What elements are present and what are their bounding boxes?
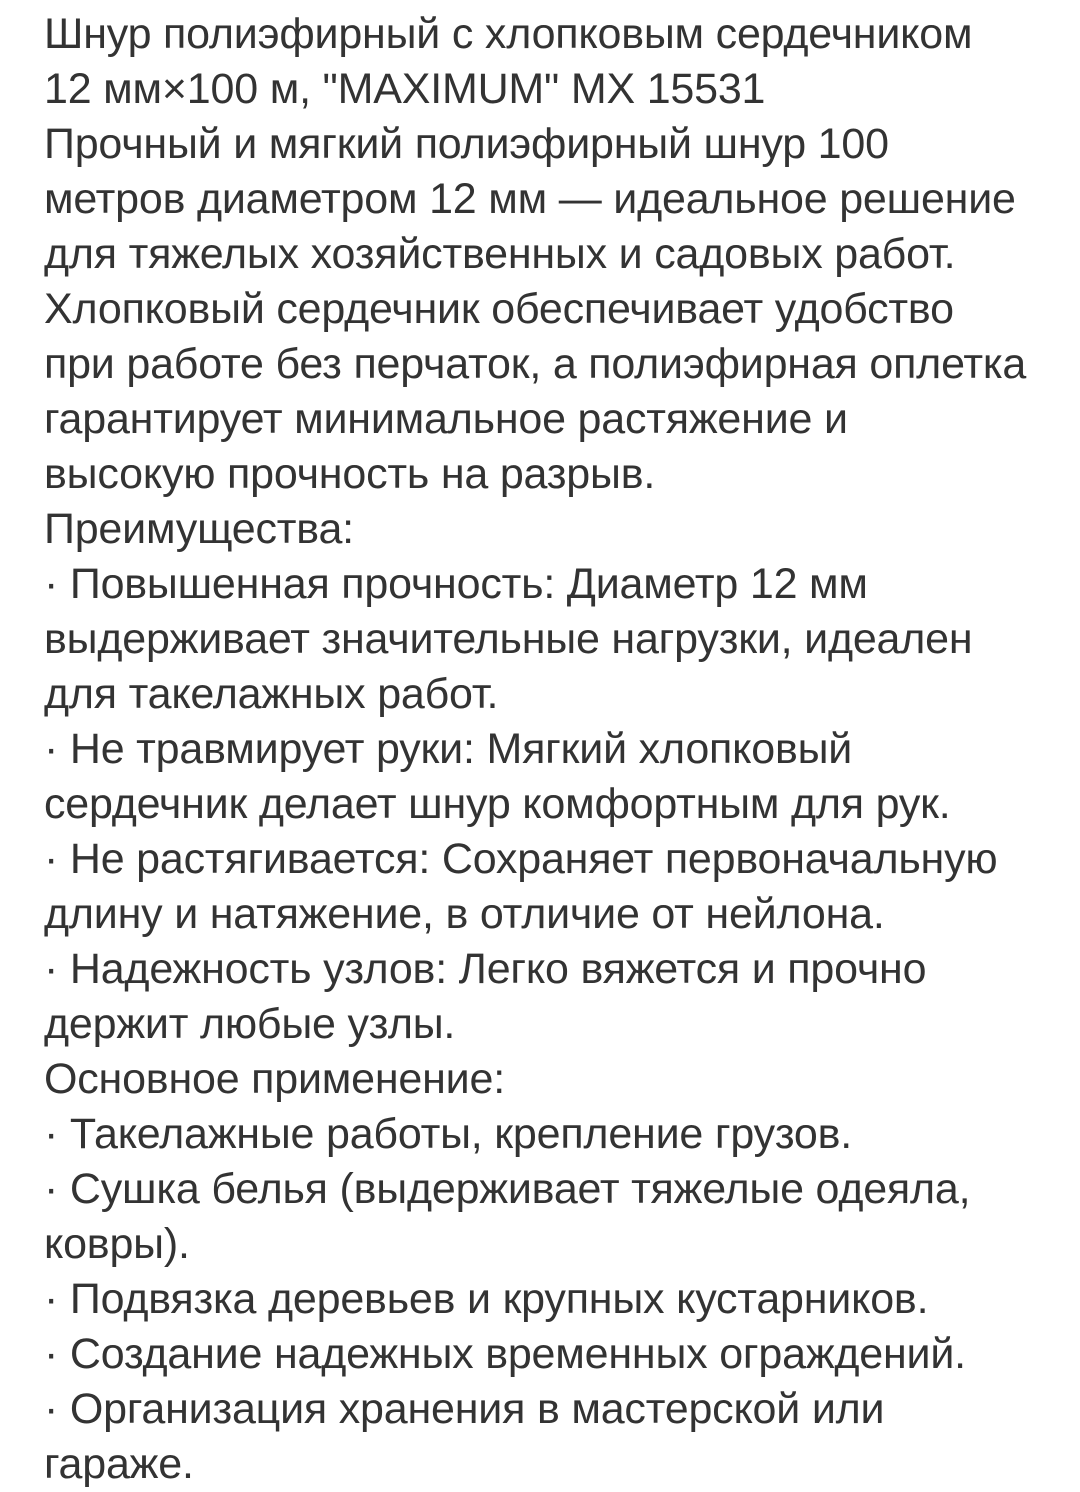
text-line: Основное применение: (44, 1055, 505, 1103)
text-line: длину и натяжение, в отличие от нейлона. (44, 890, 885, 938)
text-line: 12 мм×100 м, "MAXIMUM" MX 15531 (44, 65, 766, 113)
text-line: гараже. (44, 1440, 194, 1488)
text-line: · Не травмирует руки: Мягкий хлопковый (44, 725, 853, 773)
product-description-text (44, 7, 1050, 1492)
text-line: · Сушка белья (выдерживает тяжелые одеяла, (44, 1165, 971, 1213)
text-line: · Подвязка деревьев и крупных кустарников. (44, 1275, 929, 1323)
text-line: сердечник делает шнур комфортным для рук. (44, 780, 951, 828)
text-line: метров диаметром 12 мм — идеальное решение (44, 175, 1016, 223)
text-line: держит любые узлы. (44, 1000, 456, 1048)
text-line: Преимущества: (44, 505, 354, 553)
text-line: · Надежность узлов: Легко вяжется и прочно (44, 945, 927, 993)
text-line: · Повышенная прочность: Диаметр 12 мм (44, 560, 868, 608)
text-line: ковры). (44, 1220, 190, 1268)
text-line: · Такелажные работы, крепление грузов. (44, 1110, 853, 1158)
text-line: · Не растягивается: Сохраняет первоначальную (44, 835, 998, 883)
text-line: Шнур полиэфирный с хлопковым сердечником (44, 10, 973, 58)
text-line: для такелажных работ. (44, 670, 499, 718)
text-line: Хлопковый сердечник обеспечивает удобство (44, 285, 954, 333)
text-line: · Создание надежных временных ограждений. (44, 1330, 966, 1378)
text-line: для тяжелых хозяйственных и садовых работ. (44, 230, 956, 278)
text-line: высокую прочность на разрыв. (44, 450, 656, 498)
text-line: выдерживает значительные нагрузки, идеален (44, 615, 973, 663)
text-line: · Организация хранения в мастерской или (44, 1385, 885, 1433)
text-line: Прочный и мягкий полиэфирный шнур 100 (44, 120, 889, 168)
text-line: гарантирует минимальное растяжение и (44, 395, 848, 443)
text-line: при работе без перчаток, а полиэфирная оплетка (44, 340, 1027, 388)
